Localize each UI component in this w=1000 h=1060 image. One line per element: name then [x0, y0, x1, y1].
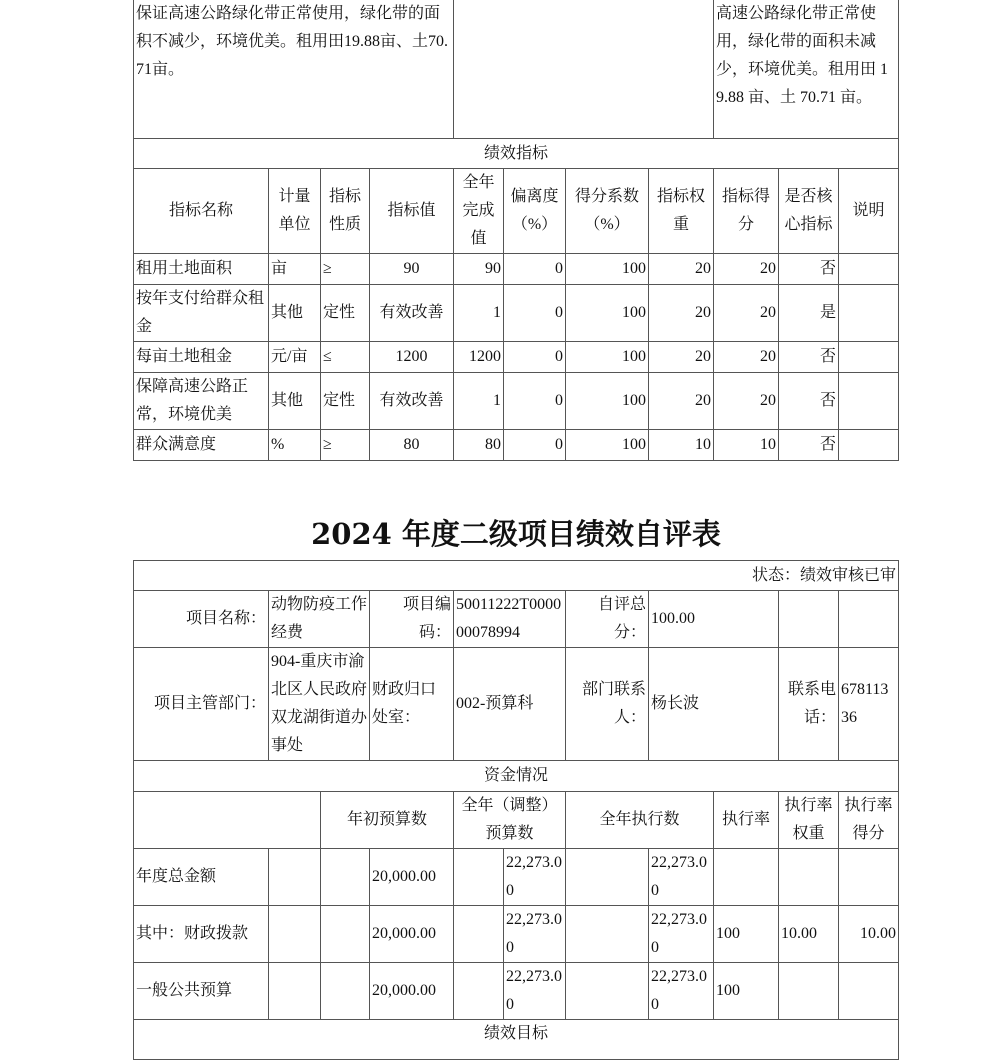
table-cell: ≥ — [321, 254, 370, 285]
funds-executed: 22,273.00 — [649, 963, 714, 1020]
header-cell: 偏离度（%） — [504, 169, 566, 254]
table-cell: 否 — [779, 430, 839, 461]
phone-label: 联系电话： — [779, 648, 839, 761]
table-cell — [839, 373, 899, 430]
empty-cell — [454, 849, 504, 906]
funds-budget: 20,000.00 — [370, 849, 454, 906]
header-cell: 指标性质 — [321, 169, 370, 254]
table-cell — [839, 342, 899, 373]
table-cell: 否 — [779, 373, 839, 430]
score-label: 自评总分： — [566, 591, 649, 648]
table-cell: 有效改善 — [370, 285, 454, 342]
header-cell: 得分系数（%） — [566, 169, 649, 254]
empty-cell — [269, 849, 321, 906]
table-cell: 10 — [649, 430, 714, 461]
table-cell: 80 — [370, 430, 454, 461]
funds-adjusted: 22,273.00 — [504, 849, 566, 906]
table-cell: 每亩土地租金 — [134, 342, 269, 373]
table-cell: 20 — [649, 285, 714, 342]
empty-cell — [321, 906, 370, 963]
table-row — [134, 342, 899, 373]
table-cell: 0 — [504, 254, 566, 285]
contact-value: 杨长波 — [649, 648, 779, 761]
table-row — [134, 430, 899, 461]
funds-row — [134, 963, 899, 1020]
table-cell: 100 — [566, 254, 649, 285]
header-cell: 说明 — [839, 169, 899, 254]
table-cell: 有效改善 — [370, 373, 454, 430]
section-goals: 绩效目标 — [134, 1020, 899, 1060]
empty-cell — [454, 0, 714, 139]
target-text: 保证高速公路绿化带正常使用，绿化带的面积不减少，环境优美。租用田19.88亩、土70.71亩。 — [134, 0, 454, 139]
empty-cell — [566, 906, 649, 963]
table-cell: 100 — [566, 430, 649, 461]
empty-cell — [839, 591, 899, 648]
funds-weight — [779, 963, 839, 1020]
table-cell: 其他 — [269, 285, 321, 342]
empty-cell — [454, 906, 504, 963]
empty-cell — [321, 849, 370, 906]
score-value: 100.00 — [649, 591, 779, 648]
dept-value: 904-重庆市渝北区人民政府双龙湖街道办事处 — [269, 648, 370, 761]
empty-cell — [566, 963, 649, 1020]
table-cell: ≤ — [321, 342, 370, 373]
table-cell: 群众满意度 — [134, 430, 269, 461]
funds-weight — [779, 849, 839, 906]
empty-cell — [566, 849, 649, 906]
actual-text: 高速公路绿化带正常使用，绿化带的面积未减少，环境优美。租用田 19.88 亩、土 70.71 亩。 — [714, 0, 899, 139]
table-cell: 20 — [649, 254, 714, 285]
phone-value: 67811336 — [839, 648, 899, 761]
funds-budget: 20,000.00 — [370, 963, 454, 1020]
table-cell: 是 — [779, 285, 839, 342]
table-cell: 亩 — [269, 254, 321, 285]
header-cell: 指标权重 — [649, 169, 714, 254]
empty-cell — [269, 963, 321, 1020]
table-cell: 0 — [504, 285, 566, 342]
indicator-table — [133, 0, 899, 461]
funds-label: 年度总金额 — [134, 849, 269, 906]
section-funds: 资金情况 — [134, 761, 899, 792]
header-cell: 是否核心指标 — [779, 169, 839, 254]
header-cell: 指标值 — [370, 169, 454, 254]
header-cell: 执行率得分 — [839, 792, 899, 849]
header-cell: 全年（调整）预算数 — [454, 792, 566, 849]
table-cell: 20 — [649, 342, 714, 373]
table-cell: % — [269, 430, 321, 461]
table-cell: 否 — [779, 254, 839, 285]
funds-executed: 22,273.00 — [649, 906, 714, 963]
project-name: 动物防疫工作经费 — [269, 591, 370, 648]
funds-score — [839, 849, 899, 906]
table-cell: 租用土地面积 — [134, 254, 269, 285]
funds-adjusted: 22,273.00 — [504, 906, 566, 963]
funds-rate — [714, 849, 779, 906]
table-cell — [839, 285, 899, 342]
table-cell — [839, 254, 899, 285]
finance-value: 002-预算科 — [454, 648, 566, 761]
table-cell: 100 — [566, 342, 649, 373]
section-indicators: 绩效指标 — [134, 139, 899, 169]
funds-row — [134, 849, 899, 906]
funds-label: 一般公共预算 — [134, 963, 269, 1020]
header-cell: 执行率权重 — [779, 792, 839, 849]
table-cell: 90 — [454, 254, 504, 285]
table-row — [134, 285, 899, 342]
table-cell: 90 — [370, 254, 454, 285]
table-cell: 100 — [566, 373, 649, 430]
funds-executed: 22,273.00 — [649, 849, 714, 906]
table-cell: 1 — [454, 285, 504, 342]
table-cell: 其他 — [269, 373, 321, 430]
funds-weight: 10.00 — [779, 906, 839, 963]
table-cell: ≥ — [321, 430, 370, 461]
table-cell: 1 — [454, 373, 504, 430]
project-name-label: 项目名称： — [134, 591, 269, 648]
table-cell — [839, 430, 899, 461]
table-cell: 0 — [504, 342, 566, 373]
header-cell: 年初预算数 — [321, 792, 454, 849]
finance-label: 财政归口处室： — [370, 648, 454, 761]
table-cell: 0 — [504, 373, 566, 430]
header-cell: 全年执行数 — [566, 792, 714, 849]
funds-rate: 100 — [714, 906, 779, 963]
empty-cell — [454, 963, 504, 1020]
funds-adjusted: 22,273.00 — [504, 963, 566, 1020]
dept-label: 项目主管部门： — [134, 648, 269, 761]
status-text: 状态：绩效审核已审 — [134, 561, 899, 591]
empty-cell — [321, 963, 370, 1020]
table-cell: 20 — [714, 373, 779, 430]
table-cell: 10 — [714, 430, 779, 461]
table-cell: 保障高速公路正常，环境优美 — [134, 373, 269, 430]
project-code: 50011222T000000078994 — [454, 591, 566, 648]
header-row — [134, 169, 899, 254]
page-title: 2024 年度二级项目绩效自评表 — [311, 517, 721, 551]
header-cell: 指标得分 — [714, 169, 779, 254]
funds-row — [134, 906, 899, 963]
table-cell: 定性 — [321, 285, 370, 342]
table-cell: 否 — [779, 342, 839, 373]
header-cell: 计量单位 — [269, 169, 321, 254]
table-cell: 元/亩 — [269, 342, 321, 373]
table-cell: 20 — [714, 285, 779, 342]
table-cell: 20 — [714, 254, 779, 285]
table-row — [134, 254, 899, 285]
header-cell: 全年完成值 — [454, 169, 504, 254]
header-cell: 指标名称 — [134, 169, 269, 254]
table-cell: 80 — [454, 430, 504, 461]
self-evaluation-table — [133, 560, 899, 1060]
table-row — [134, 373, 899, 430]
table-cell: 定性 — [321, 373, 370, 430]
table-cell: 按年支付给群众租金 — [134, 285, 269, 342]
funds-rate: 100 — [714, 963, 779, 1020]
table-cell: 20 — [714, 342, 779, 373]
empty-cell — [134, 792, 321, 849]
table-cell: 1200 — [454, 342, 504, 373]
table-cell: 1200 — [370, 342, 454, 373]
header-cell: 执行率 — [714, 792, 779, 849]
table-cell: 20 — [649, 373, 714, 430]
funds-budget: 20,000.00 — [370, 906, 454, 963]
empty-cell — [269, 906, 321, 963]
contact-label: 部门联系人： — [566, 648, 649, 761]
table-cell: 0 — [504, 430, 566, 461]
table-cell: 100 — [566, 285, 649, 342]
funds-score: 10.00 — [839, 906, 899, 963]
project-code-label: 项目编码： — [370, 591, 454, 648]
funds-label: 其中：财政拨款 — [134, 906, 269, 963]
empty-cell — [779, 591, 839, 648]
funds-score — [839, 963, 899, 1020]
